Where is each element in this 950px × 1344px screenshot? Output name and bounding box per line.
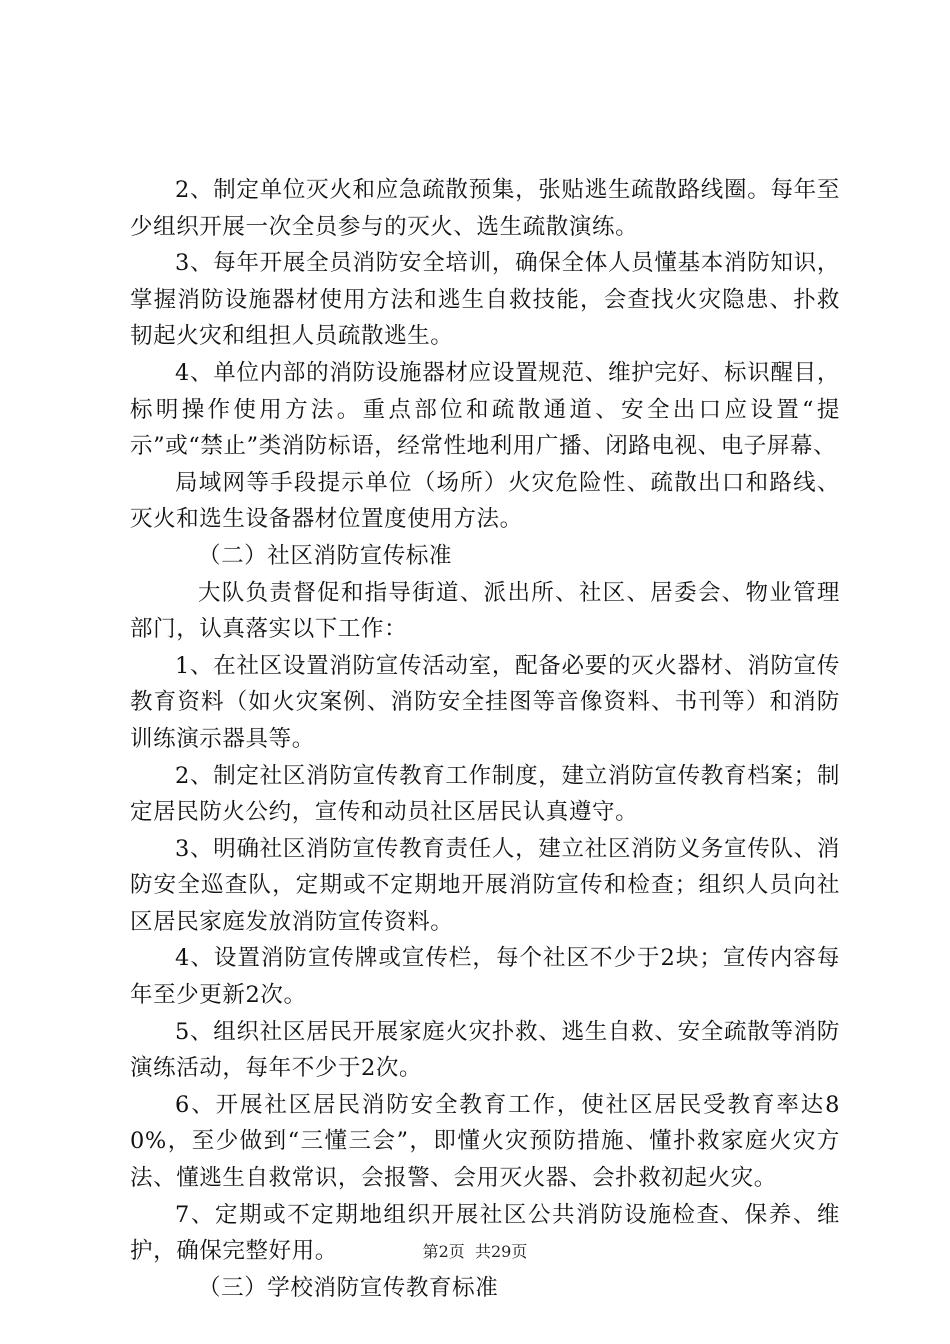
paragraph: 局域网等手段提示单位（场所）火灾危险性、疏散出口和路线、灭火和选生设备器材位置度使用方法。 — [130, 469, 840, 533]
footer-separator — [465, 1242, 475, 1261]
page-number: 第2页 — [422, 1242, 465, 1261]
paragraph: 7、定期或不定期地组织开展社区公共消防设施检查、保养、维护，确保完整好用。 — [130, 1201, 840, 1265]
page-footer — [0, 1242, 950, 1262]
paragraph: 4、单位内部的消防设施器材应设置规范、维护完好、标识醒目，标明操作使用方法。重点部位和疏散通道、安全出口应设置“提示”或“禁止”类消防标语，经常性地利用广播、闭路电视、电子屏幕、 — [130, 359, 840, 460]
paragraph: 3、明确社区消防宣传教育责任人，建立社区消防义务宣传队、消防安全巡查队，定期或不定期地开展消防宣传和检查；组织人员向社区居民家庭发放消防宣传资料。 — [130, 835, 840, 935]
paragraph: 大队负责督促和指导街道、派出所、社区、居委会、物业管理部门，认真落实以下工作： — [130, 579, 840, 643]
document-body — [130, 172, 840, 1306]
paragraph: 4、设置消防宣传牌或宣传栏，每个社区不少于2块；宣传内容每年至少更新2次。 — [130, 945, 840, 1009]
section-heading: （三）学校消防宣传教育标准 — [198, 1274, 499, 1301]
paragraph: 2、制定单位灭火和应急疏散预集，张贴逃生疏散路线圈。每年至少组织开展一次全员参与的灭火、选生疏散演练。 — [130, 177, 840, 240]
paragraph: 1、在社区设置消防宣传活动室，配备必要的灭火器材、消防宣传教育资料（如火灾案例、消防安全挂图等音像资料、书刊等）和消防训练演示器具等。 — [130, 652, 840, 752]
paragraph: 6、开展社区居民消防安全教育工作，使社区居民受教育率达80%，至少做到“三懂三会”，即懂火灾预防措施、懂扑救家庭火灾方法、懂逃生自救常识，会报警、会用灭火器、会扑救初起火灾。 — [130, 1091, 840, 1192]
paragraph: 5、组织社区居民开展家庭火灾扑救、逃生自救、安全疏散等消防演练活动，每年不少于2次。 — [130, 1018, 840, 1082]
paragraph: 3、每年开展全员消防安全培训，确保全体人员懂基本消防知识，掌握消防设施器材使用方法和逃生自救技能，会查找火灾隐患、扑救韧起火灾和组担人员疏散逃生。 — [130, 250, 840, 350]
section-heading: （二）社区消防宣传标准 — [198, 542, 453, 569]
page-total: 共29页 — [474, 1242, 528, 1261]
paragraph: 2、制定社区消防宣传教育工作制度，建立消防宣传教育档案；制定居民防火公约，宣传和动员社区居民认真遵守。 — [130, 762, 840, 826]
